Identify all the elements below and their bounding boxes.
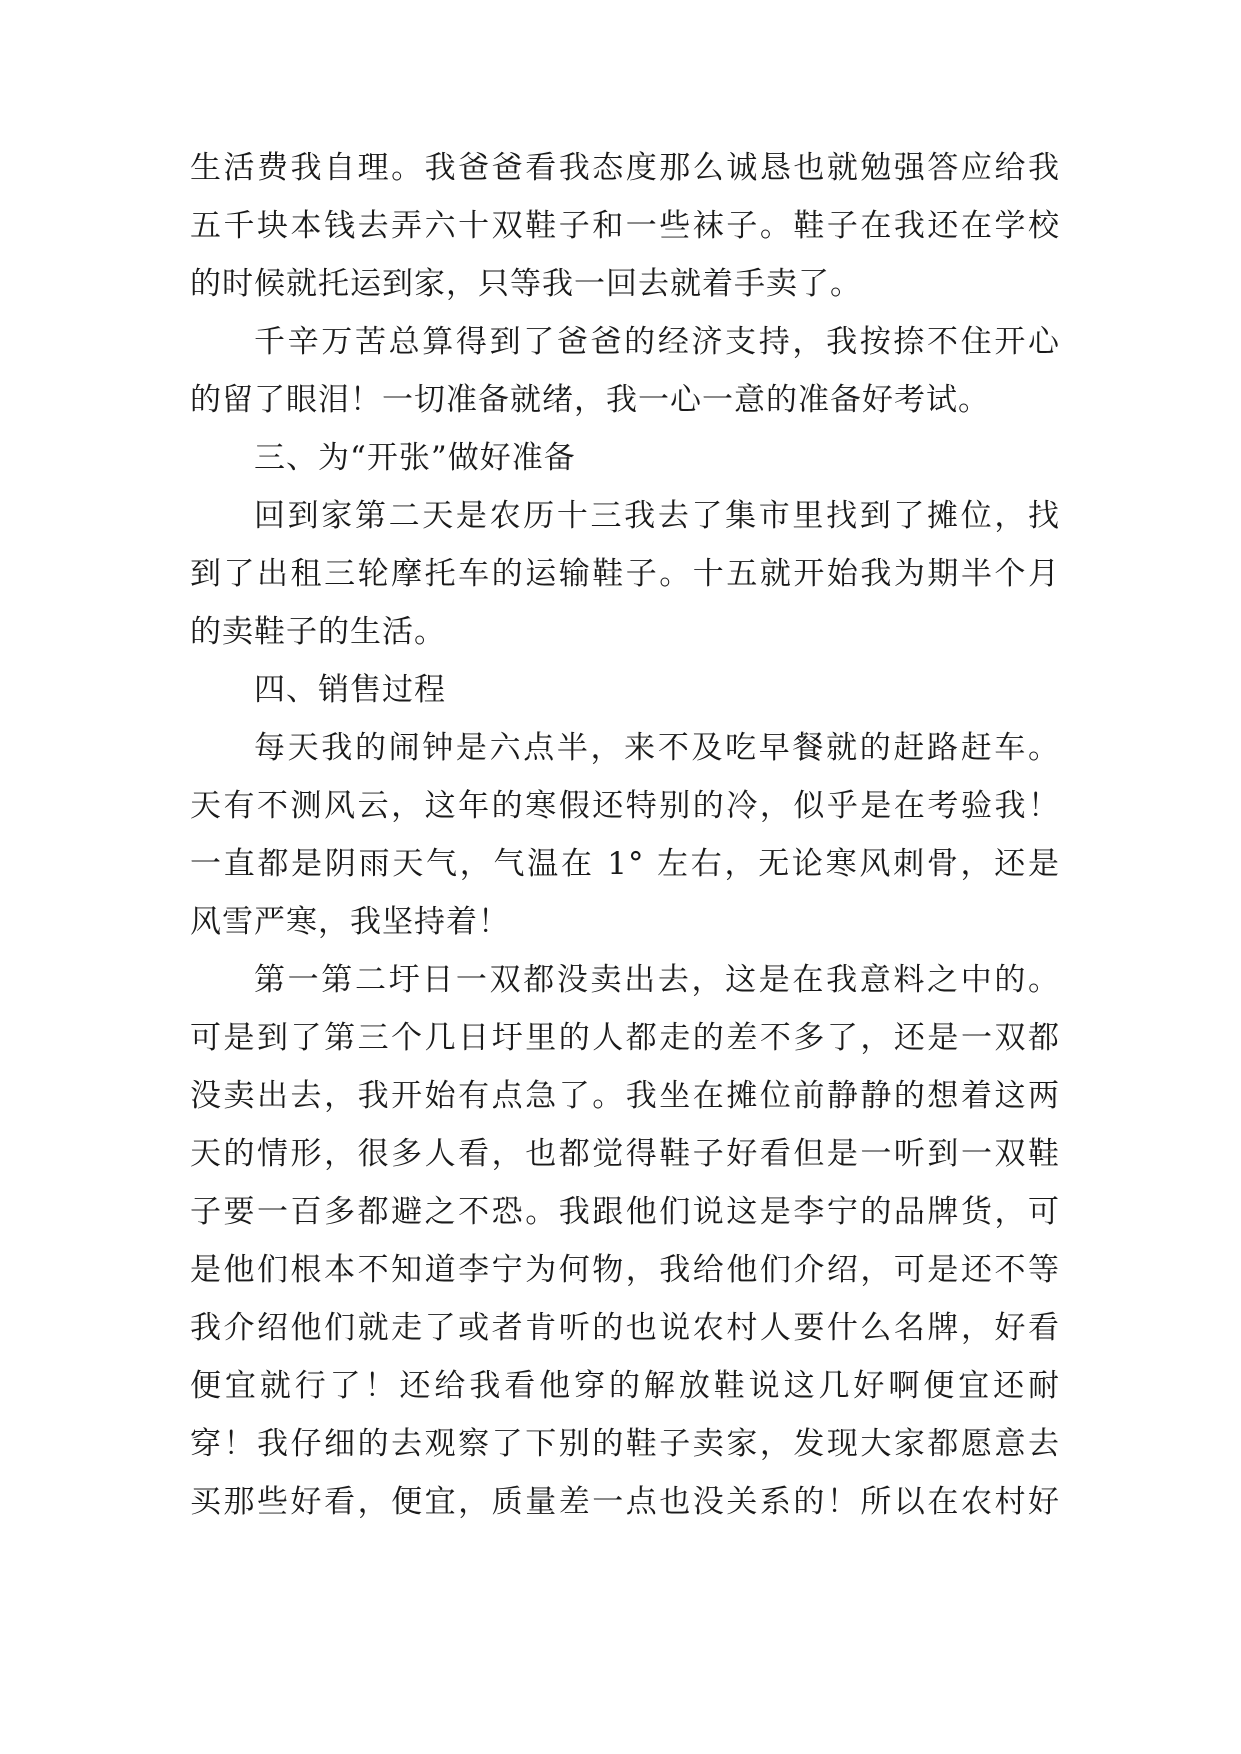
text-line: 生活费我自理。我爸爸看我态度那么诚恳也就勉强答应给我 bbox=[190, 150, 1060, 186]
text-line: 可是到了第三个几日圩里的人都走的差不多了，还是一双都 bbox=[190, 1020, 1060, 1056]
text-line: 的卖鞋子的生活。 bbox=[190, 614, 446, 650]
text-line: 买那些好看，便宜，质量差一点也没关系的！所以在农村好 bbox=[190, 1484, 1060, 1520]
text-line: 天有不测风云，这年的寒假还特别的冷，似乎是在考验我！ bbox=[190, 788, 1060, 824]
text-line: 的时候就托运到家，只等我一回去就着手卖了。 bbox=[190, 266, 862, 302]
text-line: 每天我的闹钟是六点半，来不及吃早餐就的赶路赶车。 bbox=[254, 730, 1060, 766]
text-line: 回到家第二天是农历十三我去了集市里找到了摊位，找 bbox=[254, 498, 1060, 534]
section-heading: 四、销售过程 bbox=[254, 672, 446, 708]
text-line: 的留了眼泪！一切准备就绪，我一心一意的准备好考试。 bbox=[190, 382, 990, 418]
section-heading: 三、为“开张”做好准备 bbox=[254, 440, 576, 476]
text-line: 子要一百多都避之不恐。我跟他们说这是李宁的品牌货，可 bbox=[190, 1194, 1060, 1230]
text-line: 千辛万苦总算得到了爸爸的经济支持，我按捺不住开心 bbox=[254, 324, 1060, 360]
text-line: 没卖出去，我开始有点急了。我坐在摊位前静静的想着这两 bbox=[190, 1078, 1060, 1114]
text-line: 是他们根本不知道李宁为何物，我给他们介绍，可是还不等 bbox=[190, 1252, 1060, 1288]
text-line: 一直都是阴雨天气，气温在 1° 左右，无论寒风刺骨，还是 bbox=[190, 846, 1060, 882]
text-line: 穿！我仔细的去观察了下别的鞋子卖家，发现大家都愿意去 bbox=[190, 1426, 1060, 1462]
text-line: 天的情形，很多人看，也都觉得鞋子好看但是一听到一双鞋 bbox=[190, 1136, 1060, 1172]
text-line: 到了出租三轮摩托车的运输鞋子。十五就开始我为期半个月 bbox=[190, 556, 1060, 592]
text-line: 便宜就行了！还给我看他穿的解放鞋说这几好啊便宜还耐 bbox=[190, 1368, 1060, 1404]
text-line: 五千块本钱去弄六十双鞋子和一些袜子。鞋子在我还在学校 bbox=[190, 208, 1060, 244]
text-line: 第一第二圩日一双都没卖出去，这是在我意料之中的。 bbox=[254, 962, 1060, 998]
text-line: 我介绍他们就走了或者肯听的也说农村人要什么名牌，好看 bbox=[190, 1310, 1060, 1346]
text-line: 风雪严寒，我坚持着！ bbox=[190, 904, 510, 940]
